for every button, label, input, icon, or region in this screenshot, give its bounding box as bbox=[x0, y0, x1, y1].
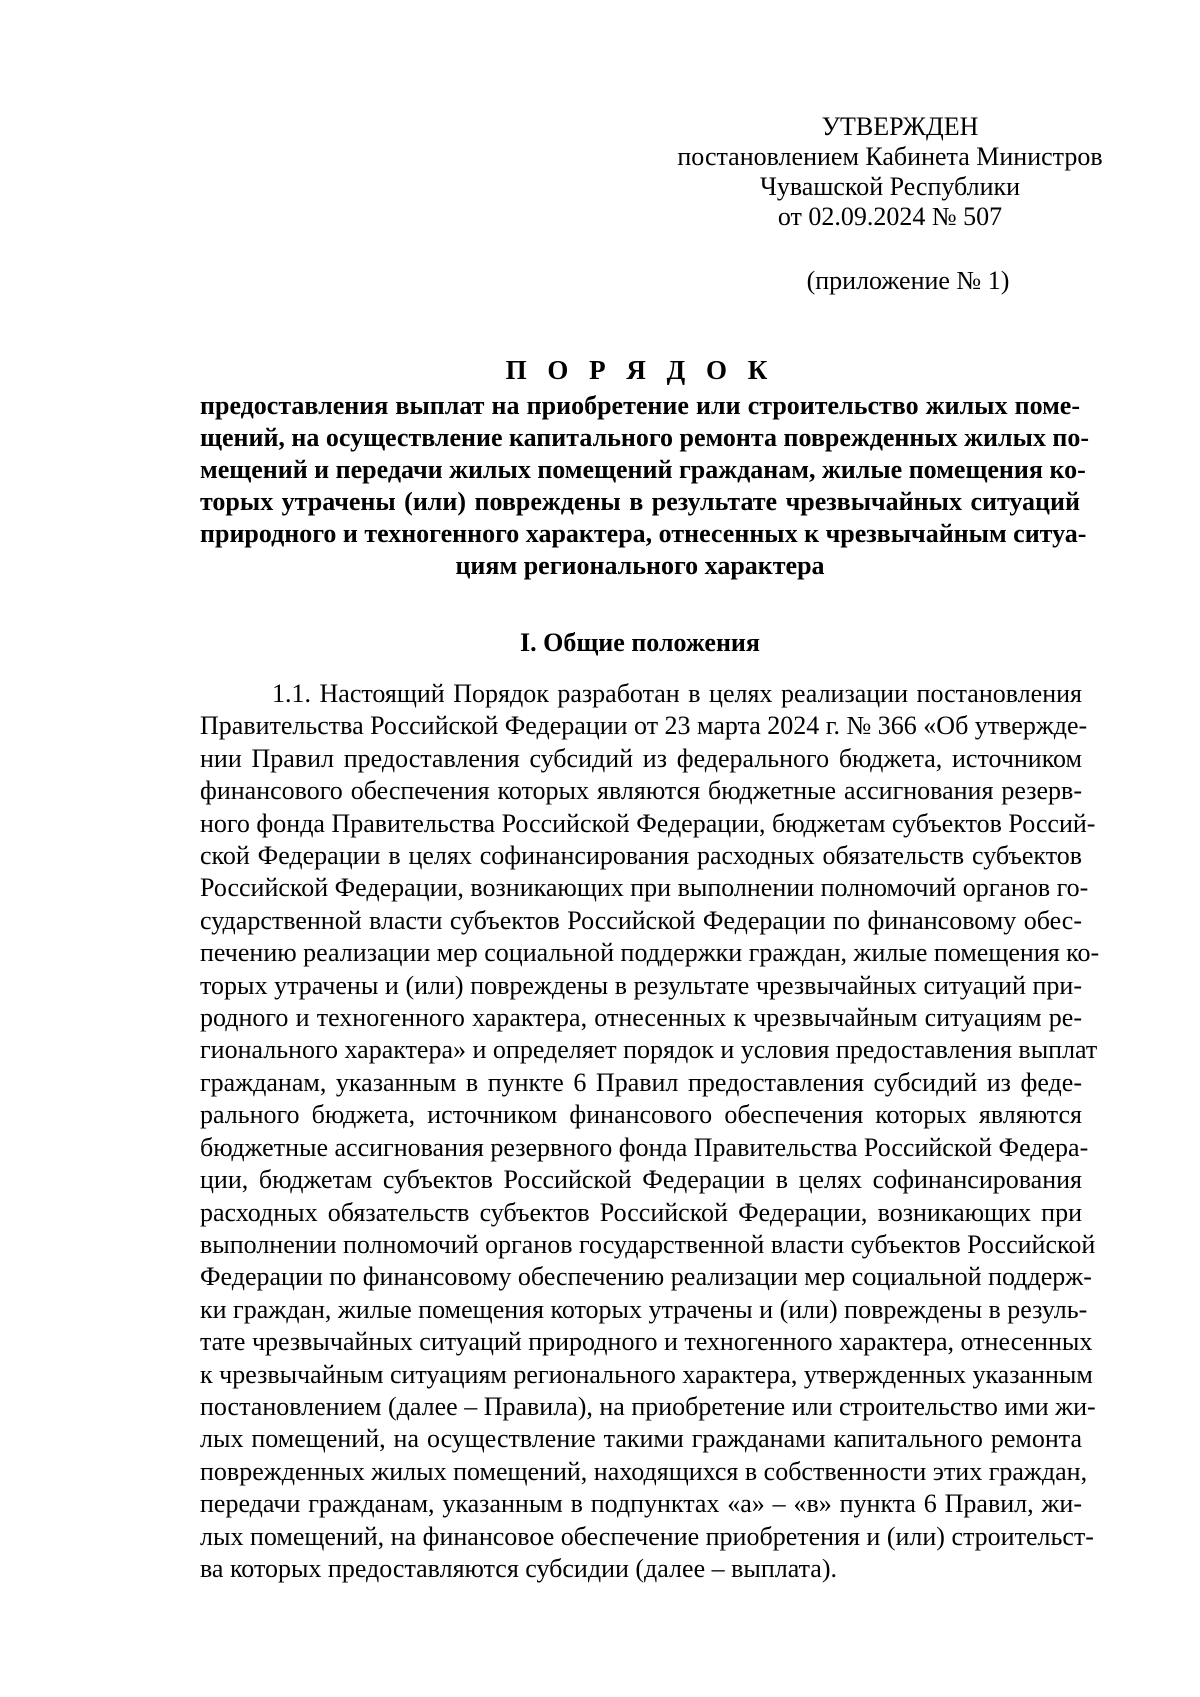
approval-date-line: от 02.09.2024 № 507 bbox=[777, 202, 1003, 231]
annex-note: (приложение № 1) bbox=[806, 266, 1010, 295]
paragraph-line: рального бюджета, источником финансового обеспечения которых являются bbox=[200, 1100, 1082, 1130]
paragraph-line: ки граждан, жилые помещения которых утрачены и (или) повреждены в резуль- bbox=[200, 1294, 1088, 1324]
paragraph-line: ской Федерации в целях софинансирования расходных обязательств субъектов bbox=[200, 841, 1082, 871]
paragraph-line: финансового обеспечения которых являются бюджетные ассигнования резерв- bbox=[200, 776, 1082, 806]
paragraph-line: родного и техногенного характера, отнесенных к чрезвычайным ситуациям ре- bbox=[200, 1003, 1082, 1033]
paragraph-line: гражданам, указанным в пункте 6 Правил предоставления субсидий из феде- bbox=[200, 1067, 1082, 1097]
paragraph-line: Правительства Российской Федерации от 23 марта 2024 г. № 366 «Об утвержде- bbox=[200, 711, 1088, 741]
paragraph-line: Российской Федерации, возникающих при выполнении полномочий органов го- bbox=[200, 873, 1089, 903]
paragraph-line: лых помещений, на финансовое обеспечение приобретения и (или) строительст- bbox=[200, 1521, 1094, 1551]
subtitle-line: мещений и передачи жилых помещений гражданам, жилые помещения ко- bbox=[200, 455, 1086, 484]
subtitle-line: предоставления выплат на приобретение или строительство жилых поме- bbox=[200, 391, 1080, 420]
paragraph-line: к чрезвычайным ситуациям регионального характера, утвержденных указанным bbox=[200, 1359, 1093, 1389]
paragraph-line: бюджетные ассигнования резервного фонда Правительства Российской Федера- bbox=[200, 1132, 1089, 1162]
subtitle-line: щений, на осуществление капитального ремонта поврежденных жилых по- bbox=[200, 423, 1090, 452]
document-subtitle bbox=[200, 390, 1090, 582]
section-heading: I. Общие положения bbox=[520, 628, 760, 657]
paragraph-line: сударственной власти субъектов Российской Федерации по финансовому обес- bbox=[200, 905, 1082, 935]
paragraph-line: расходных обязательств субъектов Российской Федерации, возникающих при bbox=[200, 1197, 1082, 1227]
approval-line: Чувашской Республики bbox=[759, 172, 1021, 201]
paragraph-line: ного фонда Правительства Российской Федерации, бюджетам субъектов Россий- bbox=[200, 808, 1096, 838]
approval-line: УТВЕРЖДЕН bbox=[821, 112, 979, 141]
paragraph-line: ва которых предоставляются субсидии (далее – выплата). bbox=[200, 1553, 837, 1583]
paragraph-line: 1.1. Настоящий Порядок разработан в целях реализации постановления bbox=[272, 679, 1082, 708]
paragraph-line: гионального характера» и определяет порядок и условия предоставления выплат bbox=[200, 1035, 1098, 1065]
paragraph-line: передачи гражданам, указанным в подпунктах «а» – «в» пункта 6 Правил, жи- bbox=[200, 1489, 1082, 1519]
document-title: П О Р Я Д О К bbox=[505, 355, 775, 385]
paragraph-line: торых утрачены и (или) повреждены в результате чрезвычайных ситуаций при- bbox=[200, 970, 1082, 1000]
paragraph-line: тате чрезвычайных ситуаций природного и техногенного характера, отнесенных bbox=[200, 1327, 1093, 1357]
paragraph-line: печению реализации мер социальной поддержки граждан, жилые помещения ко- bbox=[200, 938, 1100, 968]
paragraph-line: поврежденных жилых помещений, находящихся в собственности этих граждан, bbox=[200, 1456, 1088, 1486]
approval-line: постановлением Кабинета Министров bbox=[677, 142, 1103, 171]
paragraph-line: Федерации по финансовому обеспечению реализации мер социальной поддерж- bbox=[200, 1262, 1092, 1292]
subtitle-line: природного и техногенного характера, отнесенных к чрезвычайным ситуа- bbox=[200, 519, 1087, 548]
paragraph-line: нии Правил предоставления субсидий из федерального бюджета, источником bbox=[200, 743, 1082, 773]
paragraph-line: постановлением (далее – Правила), на приобретение или строительство ими жи- bbox=[200, 1391, 1096, 1421]
paragraph bbox=[200, 678, 1100, 1585]
approval-stamp bbox=[660, 112, 1120, 232]
paragraph-line: выполнении полномочий органов государственной власти субъектов Российской bbox=[200, 1229, 1096, 1259]
paragraph-line: лых помещений, на осуществление такими гражданами капитального ремонта bbox=[200, 1424, 1082, 1454]
subtitle-line: циям регионального характера bbox=[455, 551, 825, 580]
subtitle-line: торых утрачены (или) повреждены в результате чрезвычайных ситуаций bbox=[200, 487, 1080, 516]
paragraph-line: ции, бюджетам субъектов Российской Федерации в целях софинансирования bbox=[200, 1165, 1082, 1195]
